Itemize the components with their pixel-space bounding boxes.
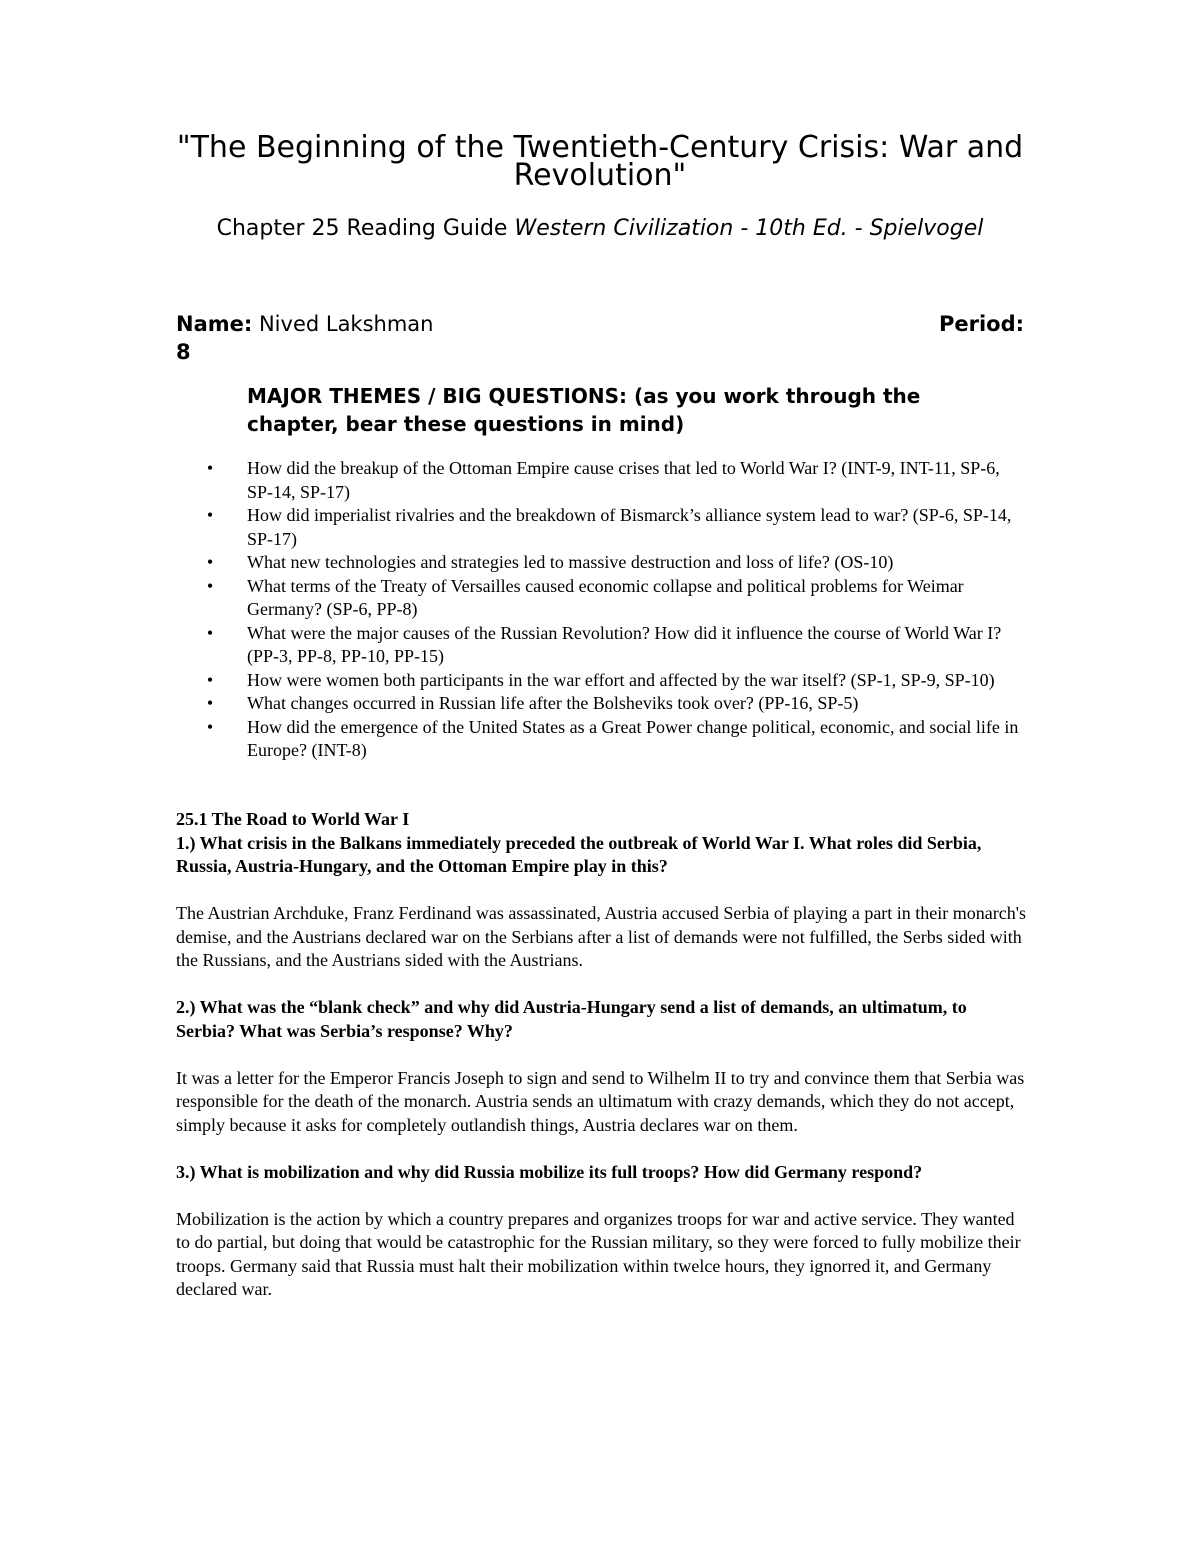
document-subtitle bbox=[120, 214, 1080, 244]
student-name bbox=[176, 310, 433, 338]
section-heading: 25.1 The Road to World War I bbox=[176, 809, 410, 829]
answer-3: Mobilization is the action by which a country prepares and organizes troops for war and active service. They wanted to do partial, but doing that would be catastrophic for the Russian military, so they were forced to fully mobilize their troops. Germany said that Russia must halt their mobilization within twelce hours, they ignorred it, and Germany declared war. bbox=[176, 1208, 1021, 1299]
period-label: Period: bbox=[938, 312, 1024, 336]
answer-2: It was a letter for the Emperor Francis Joseph to sign and send to Wilhelm II to try and convince them that Serbia was responsible for the death of the monarch. Austria sends an ultimatum with crazy demands, which they do not accept, simply because it asks for completely outlandish things, Austria declares war on them. bbox=[176, 1067, 1025, 1135]
list-item: • What new technologies and strategies led to massive destruction and loss of life? (OS-10) bbox=[200, 551, 1030, 575]
list-item: • How were women both participants in the war effort and affected by the war itself? (SP-1, SP-9, SP-10) bbox=[200, 669, 1030, 693]
bullet-icon: • bbox=[206, 458, 214, 478]
bullet-icon: • bbox=[206, 622, 214, 643]
themes-heading: MAJOR THEMES / BIG QUESTIONS: (as you work through the chapter, bear these questions in mind) bbox=[247, 384, 921, 436]
bullet-icon: • bbox=[206, 716, 214, 737]
bullet-icon: • bbox=[206, 575, 214, 596]
bullet-icon: • bbox=[206, 552, 214, 572]
document-title: "The Beginning of the Twentieth-Century Crisis: War and Revolution" bbox=[176, 130, 1024, 193]
bullet-icon: • bbox=[206, 505, 214, 525]
list-item: • How did imperialist rivalries and the breakdown of Bismarck’s alliance system lead to war? (SP-6, SP-14, SP-17) bbox=[200, 504, 1030, 551]
student-info bbox=[176, 310, 1024, 366]
list-item: • How did the emergence of the United States as a Great Power change political, economic, and social life in Europe? (INT-8) bbox=[200, 716, 1030, 763]
answer-1: The Austrian Archduke, Franz Ferdinand was assassinated, Austria accused Serbia of playing a part in their monarch's demise, and the Austrians declared war on the Serbians after a list of demands were not fulfilled, the Serbs sided with the Russians, and the Austrians sided with the Austrians. bbox=[176, 903, 1027, 970]
bullet-icon: • bbox=[206, 693, 214, 713]
name-label: Name: bbox=[176, 312, 253, 336]
period-value: 8 bbox=[176, 340, 191, 364]
question-2: 2.) What was the “blank check” and why did Austria-Hungary send a list of demands, an ultimatum, to Serbia? What was Serbia’s response? Why? bbox=[176, 997, 967, 1041]
question-1: 1.) What crisis in the Balkans immediately preceded the outbreak of World War I. What roles did Serbia, Russia, Austria-Hungary, and the Ottoman Empire play in this? bbox=[176, 832, 982, 876]
subtitle-book-title: Western Civilization - 10th Ed. - Spielvogel bbox=[514, 216, 984, 241]
list-item: • What changes occurred in Russian life after the Bolsheviks took over? (PP-16, SP-5) bbox=[200, 692, 1030, 716]
themes-question-list bbox=[200, 457, 1030, 763]
list-item: • What were the major causes of the Russian Revolution? How did it influence the course of World War I? (PP-3, PP-8, PP-10, PP-15) bbox=[200, 622, 1030, 669]
name-value: Nived Lakshman bbox=[258, 312, 434, 336]
section-body bbox=[176, 808, 1026, 1302]
bullet-icon: • bbox=[206, 669, 214, 690]
list-item: • How did the breakup of the Ottoman Empire cause crises that led to World War I? (INT-9, INT-11, SP-6, SP-14, SP-17) bbox=[200, 457, 1030, 504]
subtitle-prefix: Chapter 25 Reading Guide bbox=[216, 216, 515, 241]
list-item: • What terms of the Treaty of Versailles caused economic collapse and political problems for Weimar Germany? (SP-6, PP-8) bbox=[200, 575, 1030, 622]
question-3: 3.) What is mobilization and why did Russia mobilize its full troops? How did Germany respond? bbox=[176, 1161, 923, 1182]
